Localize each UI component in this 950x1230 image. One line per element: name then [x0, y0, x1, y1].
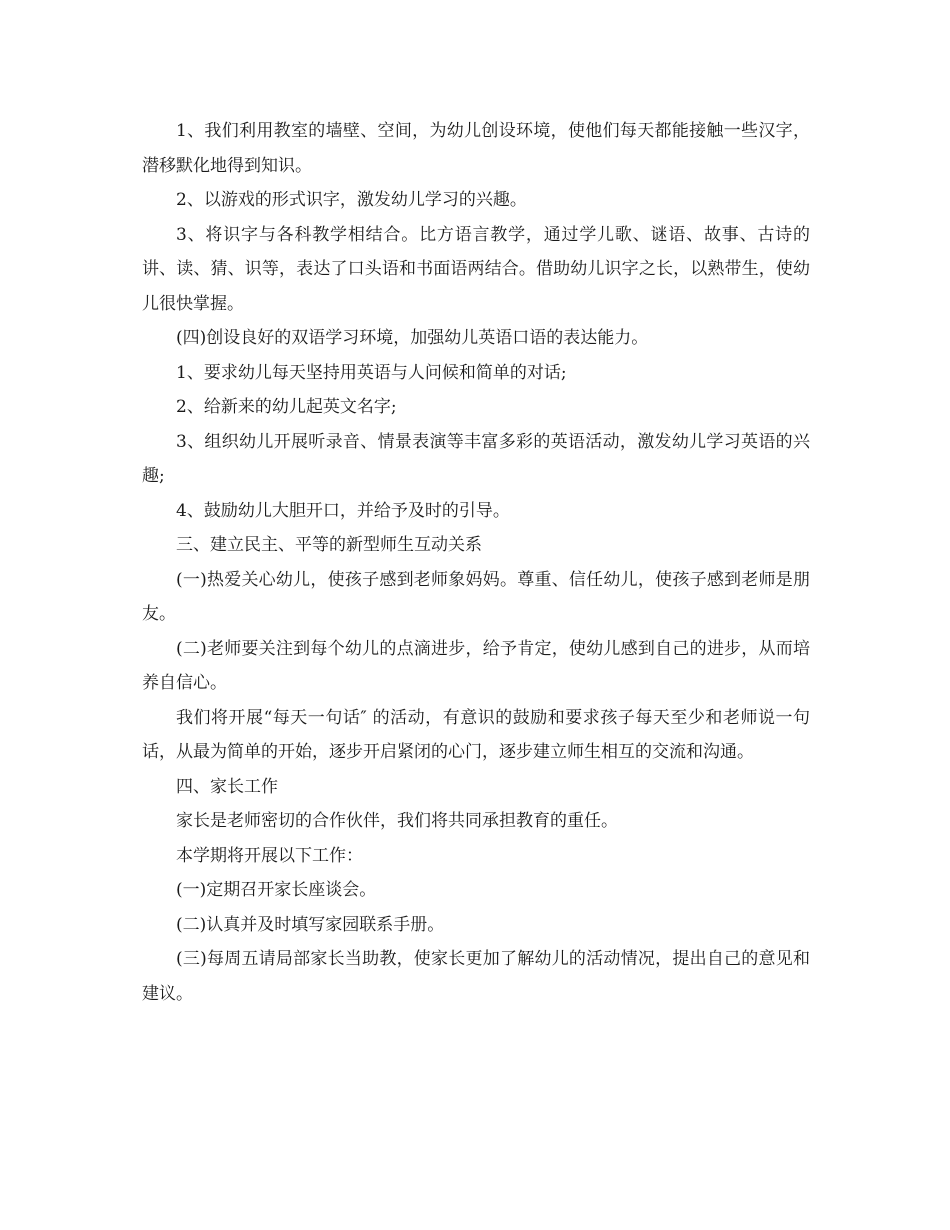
paragraph: (一)定期召开家长座谈会。	[176, 880, 377, 900]
paragraph: 本学期将开展以下工作：	[176, 845, 363, 866]
paragraph: (二)老师要关注到每个幼儿的点滴进步，给予肯定，使幼儿感到自己的进步，从而培养自信心。	[142, 638, 810, 693]
paragraph: (一)热爱关心幼儿，使孩子感到老师象妈妈。尊重、信任幼儿，使孩子感到老师是朋友。	[142, 569, 810, 624]
paragraph: 2、以游戏的形式识字，激发幼儿学习的兴趣。	[176, 190, 527, 210]
paragraph: 3、将识字与各科教学相结合。比方语言教学，通过学儿歌、谜语、故事、古诗的讲、读、猜、识等，表达了口头语和书面语两结合。借助幼儿识字之长，以熟带生，使幼儿很快掌握。	[142, 224, 810, 314]
document-body	[142, 114, 810, 1011]
section-heading: 三、建立民主、平等的新型师生互动关系	[176, 535, 482, 555]
paragraph: 我们将开展“每天一句话″ 的活动，有意识的鼓励和要求孩子每天至少和老师说一句话，从最为简单的开始，逐步开启紧闭的心门，逐步建立师生相互的交流和沟通。	[142, 707, 810, 762]
paragraph: 3、组织幼儿开展听录音、情景表演等丰富多彩的英语活动，激发幼儿学习英语的兴趣;	[142, 431, 810, 486]
paragraph: (三)每周五请局部家长当助教，使家长更加了解幼儿的活动情况，提出自己的意见和建议。	[142, 949, 810, 1004]
section-heading: 四、家长工作	[176, 776, 278, 797]
paragraph: 1、要求幼儿每天坚持用英语与人问候和简单的对话;	[176, 362, 567, 383]
paragraph: (二)认真并及时填写家园联系手册。	[176, 914, 445, 935]
paragraph: 4、鼓励幼儿大胆开口，并给予及时的引导。	[176, 500, 510, 521]
paragraph: 1、我们利用教室的墙壁、空间，为幼儿创设环境，使他们每天都能接触一些汉字，潜移默化地得到知识。	[142, 121, 810, 176]
paragraph: (四)创设良好的双语学习环境，加强幼儿英语口语的表达能力。	[176, 328, 649, 348]
paragraph: 家长是老师密切的合作伙伴，我们将共同承担教育的重任。	[176, 811, 618, 831]
paragraph: 2、给新来的幼儿起英文名字;	[176, 397, 397, 417]
